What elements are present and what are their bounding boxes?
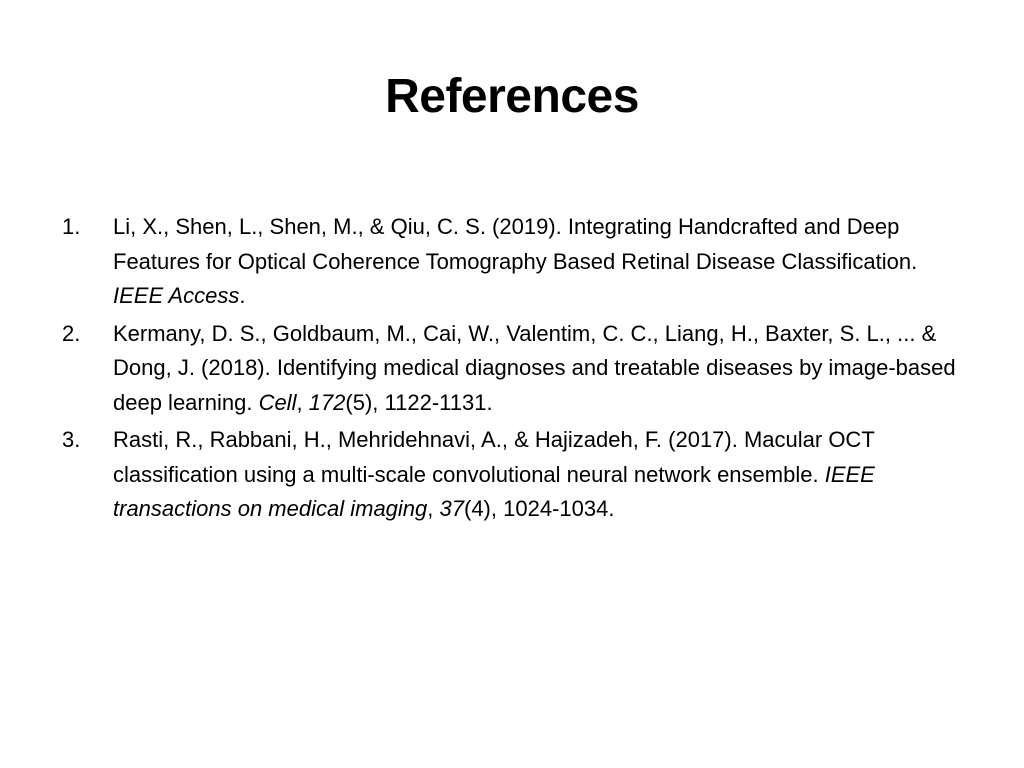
slide-title: References — [385, 70, 639, 123]
reference-text — [113, 214, 917, 308]
reference-volume: 172 — [308, 389, 346, 415]
reference-item-3 — [62, 423, 972, 527]
reference-number: 2. — [62, 320, 81, 346]
reference-journal: IEEE Access — [113, 283, 240, 308]
reference-separator: , — [296, 389, 309, 415]
reference-tail: . — [239, 283, 246, 308]
reference-journal: IEEE transactions on medical imaging — [113, 461, 875, 521]
reference-number: 3. — [62, 427, 81, 452]
reference-journal: Cell — [258, 389, 297, 415]
reference-text — [113, 427, 875, 521]
reference-item-2 — [62, 317, 972, 421]
reference-number: 1. — [62, 214, 81, 239]
reference-text — [113, 321, 956, 415]
reference-item-1 — [62, 210, 972, 314]
reference-tail: (5), 1122-1131. — [345, 389, 493, 415]
reference-volume: 37 — [439, 496, 464, 521]
reference-lead: Rasti, R., Rabbani, H., Mehridehnavi, A., & Hajizadeh, F. (2017). Macular OCT classification using a multi-scale convolutional neural network ensemble. — [113, 427, 875, 487]
reference-separator: , — [427, 496, 440, 521]
reference-lead: Kermany, D. S., Goldbaum, M., Cai, W., Valentim, C. C., Liang, H., Baxter, S. L., ... & Dong, J. (2018). Identifying medical diagnoses and treatable diseases by image-based deep learning. — [113, 320, 956, 415]
reference-list — [62, 210, 972, 530]
reference-lead: Li, X., Shen, L., Shen, M., & Qiu, C. S. (2019). Integrating Handcrafted and Deep Features for Optical Coherence Tomography Based Retinal Disease Classification. — [113, 214, 918, 274]
reference-tail: (4), 1024-1034. — [464, 496, 615, 521]
